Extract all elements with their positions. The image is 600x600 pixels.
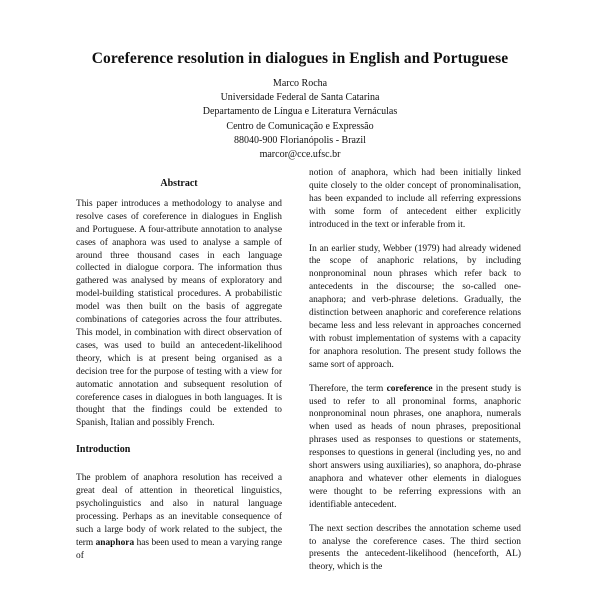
right-paragraph-3: [309, 383, 521, 512]
author-block: [0, 77, 600, 162]
left-column: [76, 178, 282, 562]
term-anaphora: anaphora: [95, 537, 135, 548]
affiliation-center: Centro de Comunicação e Expressão: [226, 120, 374, 132]
right-paragraph-2: In an earlier study, Webber (1979) had already widened the scope of anaphoric relations, by including nonpronominal noun phrases which refer back to antecedents in the discourse; the so-called one-anaphora; and verb-phrase deletions. Gradually, the distinction between anaphoric and coreference relations became less and less relevant in approaches concerned with robust implementation of systems with a capacity for anaphora resolution. The present study follows the same sort of approach.: [309, 243, 521, 370]
paragraph-spacer: [309, 372, 521, 383]
right-paragraph-4: The next section describes the annotation scheme used to analyse the coreference cases. The third section presents the antecedent-likelihood (henceforth, AL) theory, which is the: [309, 523, 521, 573]
right-paragraph-1: notion of anaphora, which had been initially linked quite closely to the older concept of pronominalisation, has been expanded to include all referring expressions with some form of antecedent either explicitly introduced in the text or inferable from it.: [309, 168, 521, 230]
p3-text-part-2: in the present study is used to refer to all pronominal forms, anaphoric nonpronominal noun phrases, one anaphora, numerals when used as heads of noun phrases, prepositional phrases used as responses to questions or statements, responses to questions in general (including yes, no and short answers using auxiliaries), so anaphora, do-phrase anaphora and whatever other elements in dialogues were thought to be referring expressions with an identifiable antecedent.: [309, 383, 521, 510]
abstract-text: This paper introduces a methodology to analyse and resolve cases of coreference in dialogues in English and Portuguese. A four-attribute annotation to analyse cases of anaphora was used to analyse a sample of around three thousand cases in each language collected in dialogue corpora. The information thus gathered was analysed by means of exploratory and model-building statistical procedures. A probabilistic model was then built on the basis of aggregate combinations of categories across the four attributes. This model, in combination with direct observation of cases, was used to build an antecedent-likelihood theory, which is at present being organised as a decision tree for the purpose of testing with a view for automatic annotation and subsequent resolution of coreference cases in dialogues in both languages. It is thought that the findings could be extended to Spanish, Italian and possibly French.: [76, 198, 282, 429]
paragraph-spacer: [309, 512, 521, 523]
intro-text-part-1: The problem of anaphora resolution has received a great deal of attention in theoretical linguistics, psycholinguistics and also in natural language processing. Perhaps as an inevitable consequence of such a large body of work related to the subject, the term: [76, 473, 282, 548]
paper-title: Coreference resolution in dialogues in English and Portuguese: [91, 50, 509, 67]
author-name: Marco Rocha: [272, 78, 328, 89]
affiliation-address: 88040-900 Florianópolis - Brazil: [234, 134, 366, 146]
right-column: [309, 167, 521, 574]
paragraph-spacer: [309, 232, 521, 243]
term-coreference: coreference: [386, 383, 433, 394]
affiliation-department: Departamento de Língua e Literatura Vernáculas: [202, 106, 398, 118]
p3-text-part-1: Therefore, the term: [309, 383, 387, 394]
affiliation-university: Universidade Federal de Santa Catarina: [220, 92, 380, 104]
introduction-heading: Introduction: [76, 444, 131, 456]
introduction-paragraph-1: [76, 472, 282, 562]
intro-text-part-2: has been used to mean a varying range of: [76, 537, 282, 561]
abstract-heading: Abstract: [160, 178, 198, 189]
author-email: marcor@cce.ufsc.br: [259, 149, 341, 161]
